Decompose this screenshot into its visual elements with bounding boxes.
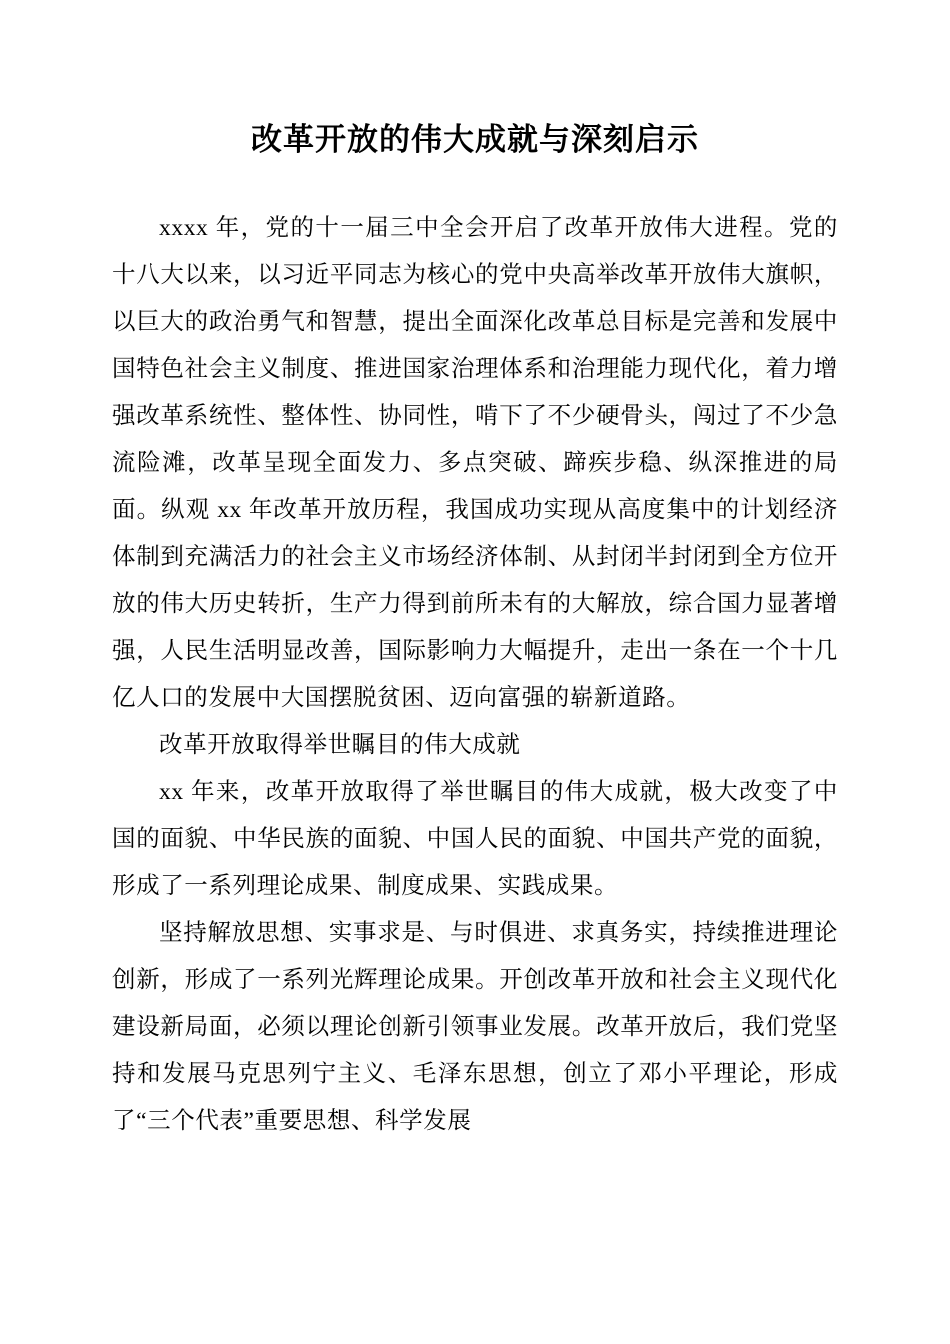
page-title: 改革开放的伟大成就与深刻启示 bbox=[251, 122, 699, 157]
paragraph: xx 年来，改革开放取得了举世瞩目的伟大成就，极大改变了中国的面貌、中华民族的面貌、中国人民的面貌、中国共产党的面貌，形成了一系列理论成果、制度成果、实践成果。 bbox=[112, 779, 838, 900]
paragraph: 坚持解放思想、实事求是、与时俱进、求真务实，持续推进理论创新，形成了一系列光辉理论成果。开创改革开放和社会主义现代化建设新局面，必须以理论创新引领事业发展。改革开放后，我们党坚持和发展马克思列宁主义、毛泽东思想，创立了邓小平理论，形成了“三个代表”重要思想、科学发展 bbox=[112, 920, 838, 1135]
paragraph: 改革开放取得举世瞩目的伟大成就 bbox=[159, 732, 521, 759]
paragraph: xxxx 年，党的十一届三中全会开启了改革开放伟大进程。党的十八大以来，以习近平同志为核心的党中央高举改革开放伟大旗帜，以巨大的政治勇气和智慧，提出全面深化改革总目标是完善和发展中国特色社会主义制度、推进国家治理体系和治理能力现代化，着力增强改革系统性、整体性、协同性，啃下了不少硬骨头，闯过了不少急流险滩，改革呈现全面发力、多点突破、蹄疾步稳、纵深推进的局面。纵观 xx 年改革开放历程，我国成功实现从高度集中的计划经济体制到充满活力的社会主义市场经济体制、从封闭半封闭到全方位开放的伟大历史转折，生产力得到前所未有的大解放，综合国力显著增强，人民生活明显改善，国际影响力大幅提升，走出一条在一个十几亿人口的发展中大国摆脱贫困、迈向富强的崭新道路。 bbox=[112, 215, 838, 712]
document-body bbox=[112, 205, 838, 1145]
